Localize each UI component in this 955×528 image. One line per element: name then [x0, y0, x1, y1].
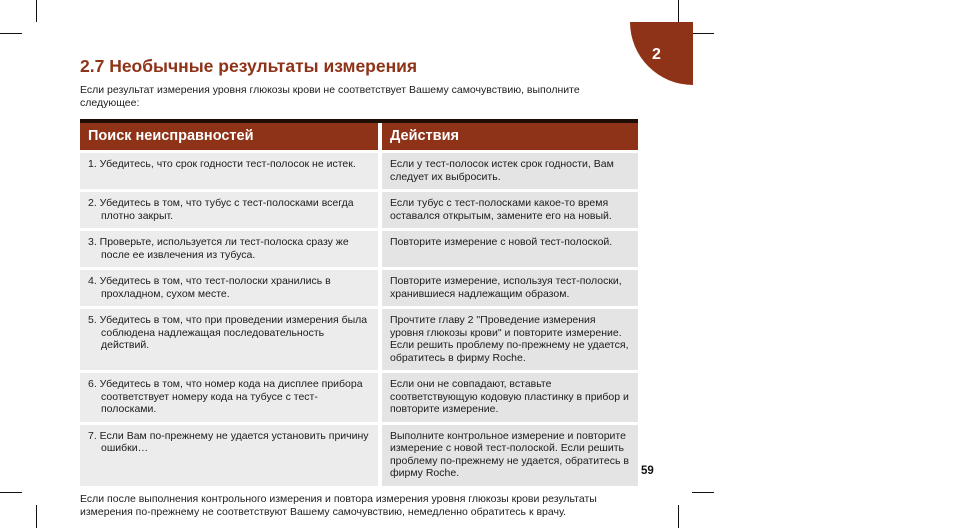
table-header-problem: Поиск неисправностей	[80, 123, 378, 150]
page-content	[80, 56, 638, 519]
chapter-tab	[630, 22, 693, 85]
page-number: 59	[641, 465, 654, 477]
action-cell: Прочтите главу 2 "Проведение измерения уровня глюкозы крови" и повторите измерение. Если решить проблему по-прежнему не удается, обратитесь в фирму Roche.	[382, 309, 638, 370]
troubleshooting-table	[80, 119, 638, 486]
problem-cell: 4. Убедитесь в том, что тест-полоски хранились в прохладном, сухом месте.	[80, 270, 378, 306]
table-row	[80, 270, 638, 306]
crop-mark-top-right-vertical	[678, 0, 679, 22]
action-cell: Выполните контрольное измерение и повторите измерение с новой тест-полоской. Если решить проблему по-прежнему не удается, обратитесь в фирму Roche.	[382, 425, 638, 486]
table-row	[80, 231, 638, 267]
problem-cell: 6. Убедитесь в том, что номер кода на дисплее прибора соответствует номеру кода на тубусе с тест-полосками.	[80, 373, 378, 422]
intro-text: Если результат измерения уровня глюкозы крови не соответствует Вашему самочувствию, выполните следующее:	[80, 84, 580, 109]
problem-cell: 2. Убедитесь в том, что тубус с тест-полосками всегда плотно закрыт.	[80, 192, 378, 228]
table-row	[80, 153, 638, 189]
table-row	[80, 192, 638, 228]
page-title: 2.7 Необычные результаты измерения	[80, 56, 418, 76]
crop-mark-bottom-left-vertical	[36, 505, 37, 528]
action-cell: Если они не совпадают, вставьте соответствующую кодовую пластинку в прибор и повторите измерение.	[382, 373, 638, 422]
crop-mark-top-left-horizontal	[0, 33, 22, 34]
crop-mark-bottom-right-horizontal	[692, 492, 714, 493]
crop-mark-bottom-left-horizontal	[0, 492, 22, 493]
action-cell: Если тубус с тест-полосками какое-то время оставался открытым, замените его на новый.	[382, 192, 638, 228]
problem-cell: 5. Убедитесь в том, что при проведении измерения была соблюдена надлежащая последовательность действий.	[80, 309, 378, 370]
problem-cell: 7. Если Вам по-прежнему не удается установить причину ошибки…	[80, 425, 378, 486]
table-row	[80, 425, 638, 486]
crop-mark-top-right-horizontal	[692, 33, 714, 34]
table-header-row	[80, 119, 638, 150]
chapter-tab-number: 2	[652, 45, 661, 63]
action-cell: Если у тест-полосок истек срок годности, Вам следует их выбросить.	[382, 153, 638, 189]
crop-mark-top-left-vertical	[36, 0, 37, 22]
footer-note: Если после выполнения контрольного измерения и повтора измерения уровня глюкозы крови результаты измерения по-прежнему не соответствуют Вашему самочувствию, немедленно обратитесь к врачу.	[80, 492, 597, 518]
problem-cell: 1. Убедитесь, что срок годности тест-полосок не истек.	[80, 153, 378, 189]
table-row	[80, 373, 638, 422]
table-header-action: Действия	[382, 123, 638, 150]
action-cell: Повторите измерение с новой тест-полоской.	[382, 231, 638, 267]
table-row	[80, 309, 638, 370]
problem-cell: 3. Проверьте, используется ли тест-полоска сразу же после ее извлечения из тубуса.	[80, 231, 378, 267]
crop-mark-bottom-right-vertical	[678, 505, 679, 528]
action-cell: Повторите измерение, используя тест-полоски, хранившиеся надлежащим образом.	[382, 270, 638, 306]
